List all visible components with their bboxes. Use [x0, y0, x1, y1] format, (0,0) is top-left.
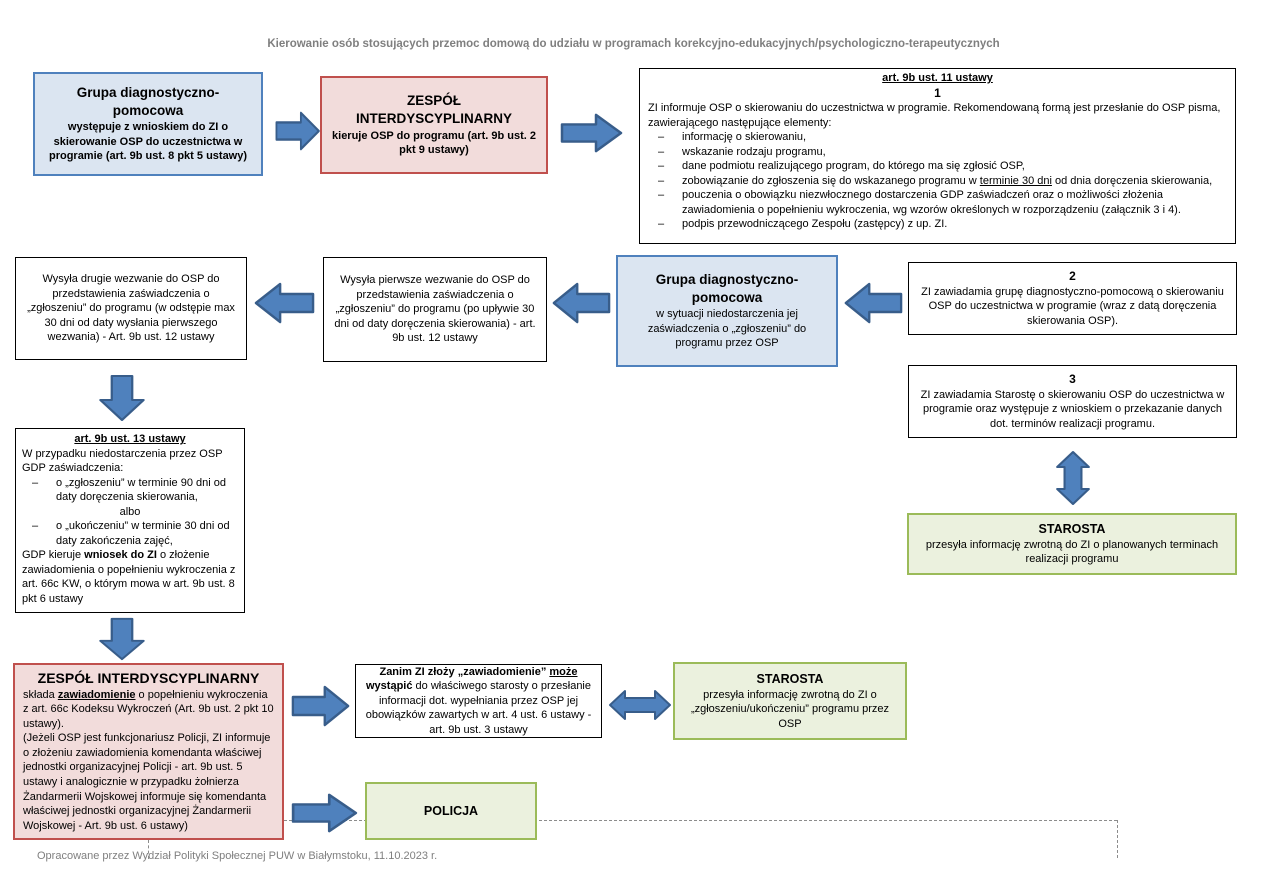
arrow-double-vertical-icon — [1054, 450, 1092, 506]
box-zi-notification-p2: (Jeżeli OSP jest funkcjonariusz Policji, ZI informuje o złożeniu zawiadomienia komendanta właściwej jednostki organizacyjnej Policji - art. 9b ust. 5 ustawy i analogicznie w przypadku żołnierza Żandarmerii Wojskowej informuje się komendanta właściwej jednostki organizacyjnej Żandarmerii Wojskowej - Art. 9b ust. 6 ustawy) — [23, 732, 271, 832]
list-item: – o „ukończeniu” w terminie 30 dni od daty zakończenia zajęć, — [22, 519, 238, 548]
dash-bullet: – — [32, 476, 39, 489]
box-second-call — [15, 257, 247, 360]
box-starosta-feedback-text: przesyła informację zwrotną do ZI o „zgłoszeniu/ukończeniu” programu przez OSP — [690, 688, 890, 730]
box-first-call — [323, 257, 547, 362]
box-second-call-text: Wysyła drugie wezwanie do OSP do przedstawienia zaświadczenia o „zgłoszeniu” do programu (w odstępie max 30 dni od daty wysłania pierwszego wezwania) - Art. 9b ust. 12 ustawy — [27, 273, 235, 344]
diagram-title: Kierowanie osób stosujących przemoc domową do udziału w programach korekcyjno-edukacyjnych/psychologiczno-terapeutycznych — [267, 38, 1000, 50]
arrow-down-icon — [97, 374, 147, 422]
box-gdp-situation-body: w sytuacji niedostarczenia jej zaświadczenia o „zgłoszeniu” do programu przez OSP — [647, 308, 807, 350]
dash-bullet: – — [658, 174, 665, 187]
box-zi-notification — [13, 663, 284, 840]
box-gdp-request-title: Grupa diagnostyczno-pomocowa — [76, 85, 220, 119]
box-zi-refers — [320, 76, 548, 174]
box-zanim-info: Zanim ZI złoży „zawiadomienie” może wystąpić do właściwego starosty o przesłanie informacji dot. wypełniania przez OSP jej obowiązków zawartych w art. 4 ust. 6 ustawy - art. 9b ust. 3 ustawy — [355, 664, 602, 738]
dashed-connector-vertical — [1117, 820, 1118, 858]
box-gdp-request-body: występuje z wnioskiem do ZI o skierowanie OSP do uczestnictwa w programie (art. 9b ust. 8 pkt 5 ustawy) — [48, 121, 248, 163]
list-item: – pouczenia o obowiązku niezwłocznego dostarczenia GDP zaświadczeń oraz o możliwości złożenia zawiadomienia o popełnieniu wykroczenia, wg wzorów określonych w rozporządzeniu (załącznik 3 i 4). — [648, 188, 1227, 217]
arrow-right-icon — [560, 112, 624, 154]
box-notify-gdp-number: 2 — [1069, 268, 1076, 283]
dash-bullet: – — [658, 218, 665, 231]
dash-bullet: – — [32, 520, 39, 533]
list-item: – informację o skierowaniu, — [648, 130, 1227, 145]
box-art-9b-13-outro: GDP kieruje wniosek do ZI o złożenie zawiadomienia o popełnieniu wykroczenia z art. 66c KW, o którym mowa w art. 9b ust. 8 pkt 6 ustawy — [22, 549, 236, 605]
box-art-9b-13-intro: W przypadku niedostarczenia przez OSP GDP zaświadczenia: — [22, 447, 223, 475]
list-item: – o „zgłoszeniu” w terminie 90 dni od daty doręczenia skierowania, — [22, 476, 238, 505]
arrow-left-icon — [253, 281, 315, 325]
arrow-left-icon — [551, 281, 611, 325]
box-policja-title: POLICJA — [423, 803, 479, 818]
box-art-9b-11-intro: ZI informuje OSP o skierowaniu do uczestnictwa w programie. Rekomendowaną formą jest przesłanie do OSP pisma, zawierającego następujące elementy: — [648, 102, 1221, 129]
list-item: – zobowiązanie do zgłoszenia się do wskazanego programu w terminie 30 dni od dnia doręczenia skierowania, — [648, 174, 1227, 189]
box-art-9b-11-heading: art. 9b ust. 11 ustawy — [882, 72, 993, 84]
box-notify-starosta-text: ZI zawiadamia Starostę o skierowaniu OSP do uczestnictwa w programie oraz występuje z wnioskiem o przekazanie danych dot. terminów realizacji programu. — [920, 388, 1225, 430]
box-notify-gdp-text: ZI zawiadamia grupę diagnostyczno-pomocową o skierowaniu OSP do uczestnictwa w programie (wraz z datą doręczenia skierowania OSP). — [921, 285, 1224, 327]
box-zi-refers-title: ZESPÓŁ INTERDYSCYPLINARNY — [355, 93, 512, 127]
box-art-9b-11-number: 1 — [934, 85, 941, 100]
box-art-9b-13 — [15, 428, 245, 613]
arrow-right-icon — [291, 684, 351, 728]
dash-bullet: – — [658, 160, 665, 173]
box-notify-starosta-number: 3 — [1069, 371, 1076, 386]
box-starosta-feedback — [673, 662, 907, 740]
list-item: – dane podmiotu realizującego program, do którego ma się zgłosić OSP, — [648, 159, 1227, 174]
box-art-9b-11 — [639, 68, 1236, 244]
dash-bullet: – — [658, 145, 665, 158]
list-item: – podpis przewodniczącego Zespołu (zastępcy) z up. ZI. — [648, 217, 1227, 232]
dash-bullet: – — [658, 189, 665, 202]
box-gdp-situation-title: Grupa diagnostyczno-pomocowa — [655, 272, 799, 306]
box-zi-notification-title: ZESPÓŁ INTERDYSCYPLINARNY — [37, 670, 260, 686]
box-gdp-request — [33, 72, 263, 176]
arrow-right-icon — [291, 792, 359, 834]
box-zi-refers-body: kieruje OSP do programu (art. 9b ust. 2 pkt 9 ustawy) — [332, 129, 536, 157]
box-notify-gdp — [908, 262, 1237, 335]
box-zi-notification-p1: składa zawiadomienie o popełnieniu wykroczenia z art. 66c Kodeksu Wykroczeń (Art. 9b ust. 2 pkt 10 ustawy). — [23, 688, 274, 730]
box-notify-starosta — [908, 365, 1237, 438]
box-gdp-situation — [616, 255, 838, 367]
arrow-right-icon — [275, 110, 321, 152]
box-art-9b-13-heading: art. 9b ust. 13 ustawy — [74, 433, 186, 445]
box-starosta-feedback-title: STAROSTA — [756, 671, 824, 686]
footer-credit: Opracowane przez Wydział Polityki Społecznej PUW w Białymstoku, 11.10.2023 r. — [37, 850, 438, 862]
dash-bullet: – — [658, 131, 665, 144]
arrow-left-icon — [843, 281, 903, 325]
albo-separator: albo — [119, 505, 141, 518]
arrow-down-icon — [97, 617, 147, 661]
box-first-call-text: Wysyła pierwsze wezwanie do OSP do przedstawienia zaświadczenia o „zgłoszeniu” do programu (po upływie 30 dni od daty doręczenia skierowania) - art. 9b ust. 12 ustawy — [334, 274, 536, 345]
box-policja — [365, 782, 537, 840]
box-starosta-terms-text: przesyła informację zwrotną do ZI o planowanych terminach realizacji programu — [925, 538, 1219, 566]
list-item: – wskazanie rodzaju programu, — [648, 145, 1227, 160]
arrow-double-horizontal-icon — [608, 686, 672, 724]
box-starosta-terms — [907, 513, 1237, 575]
box-starosta-terms-title: STAROSTA — [1038, 522, 1106, 537]
